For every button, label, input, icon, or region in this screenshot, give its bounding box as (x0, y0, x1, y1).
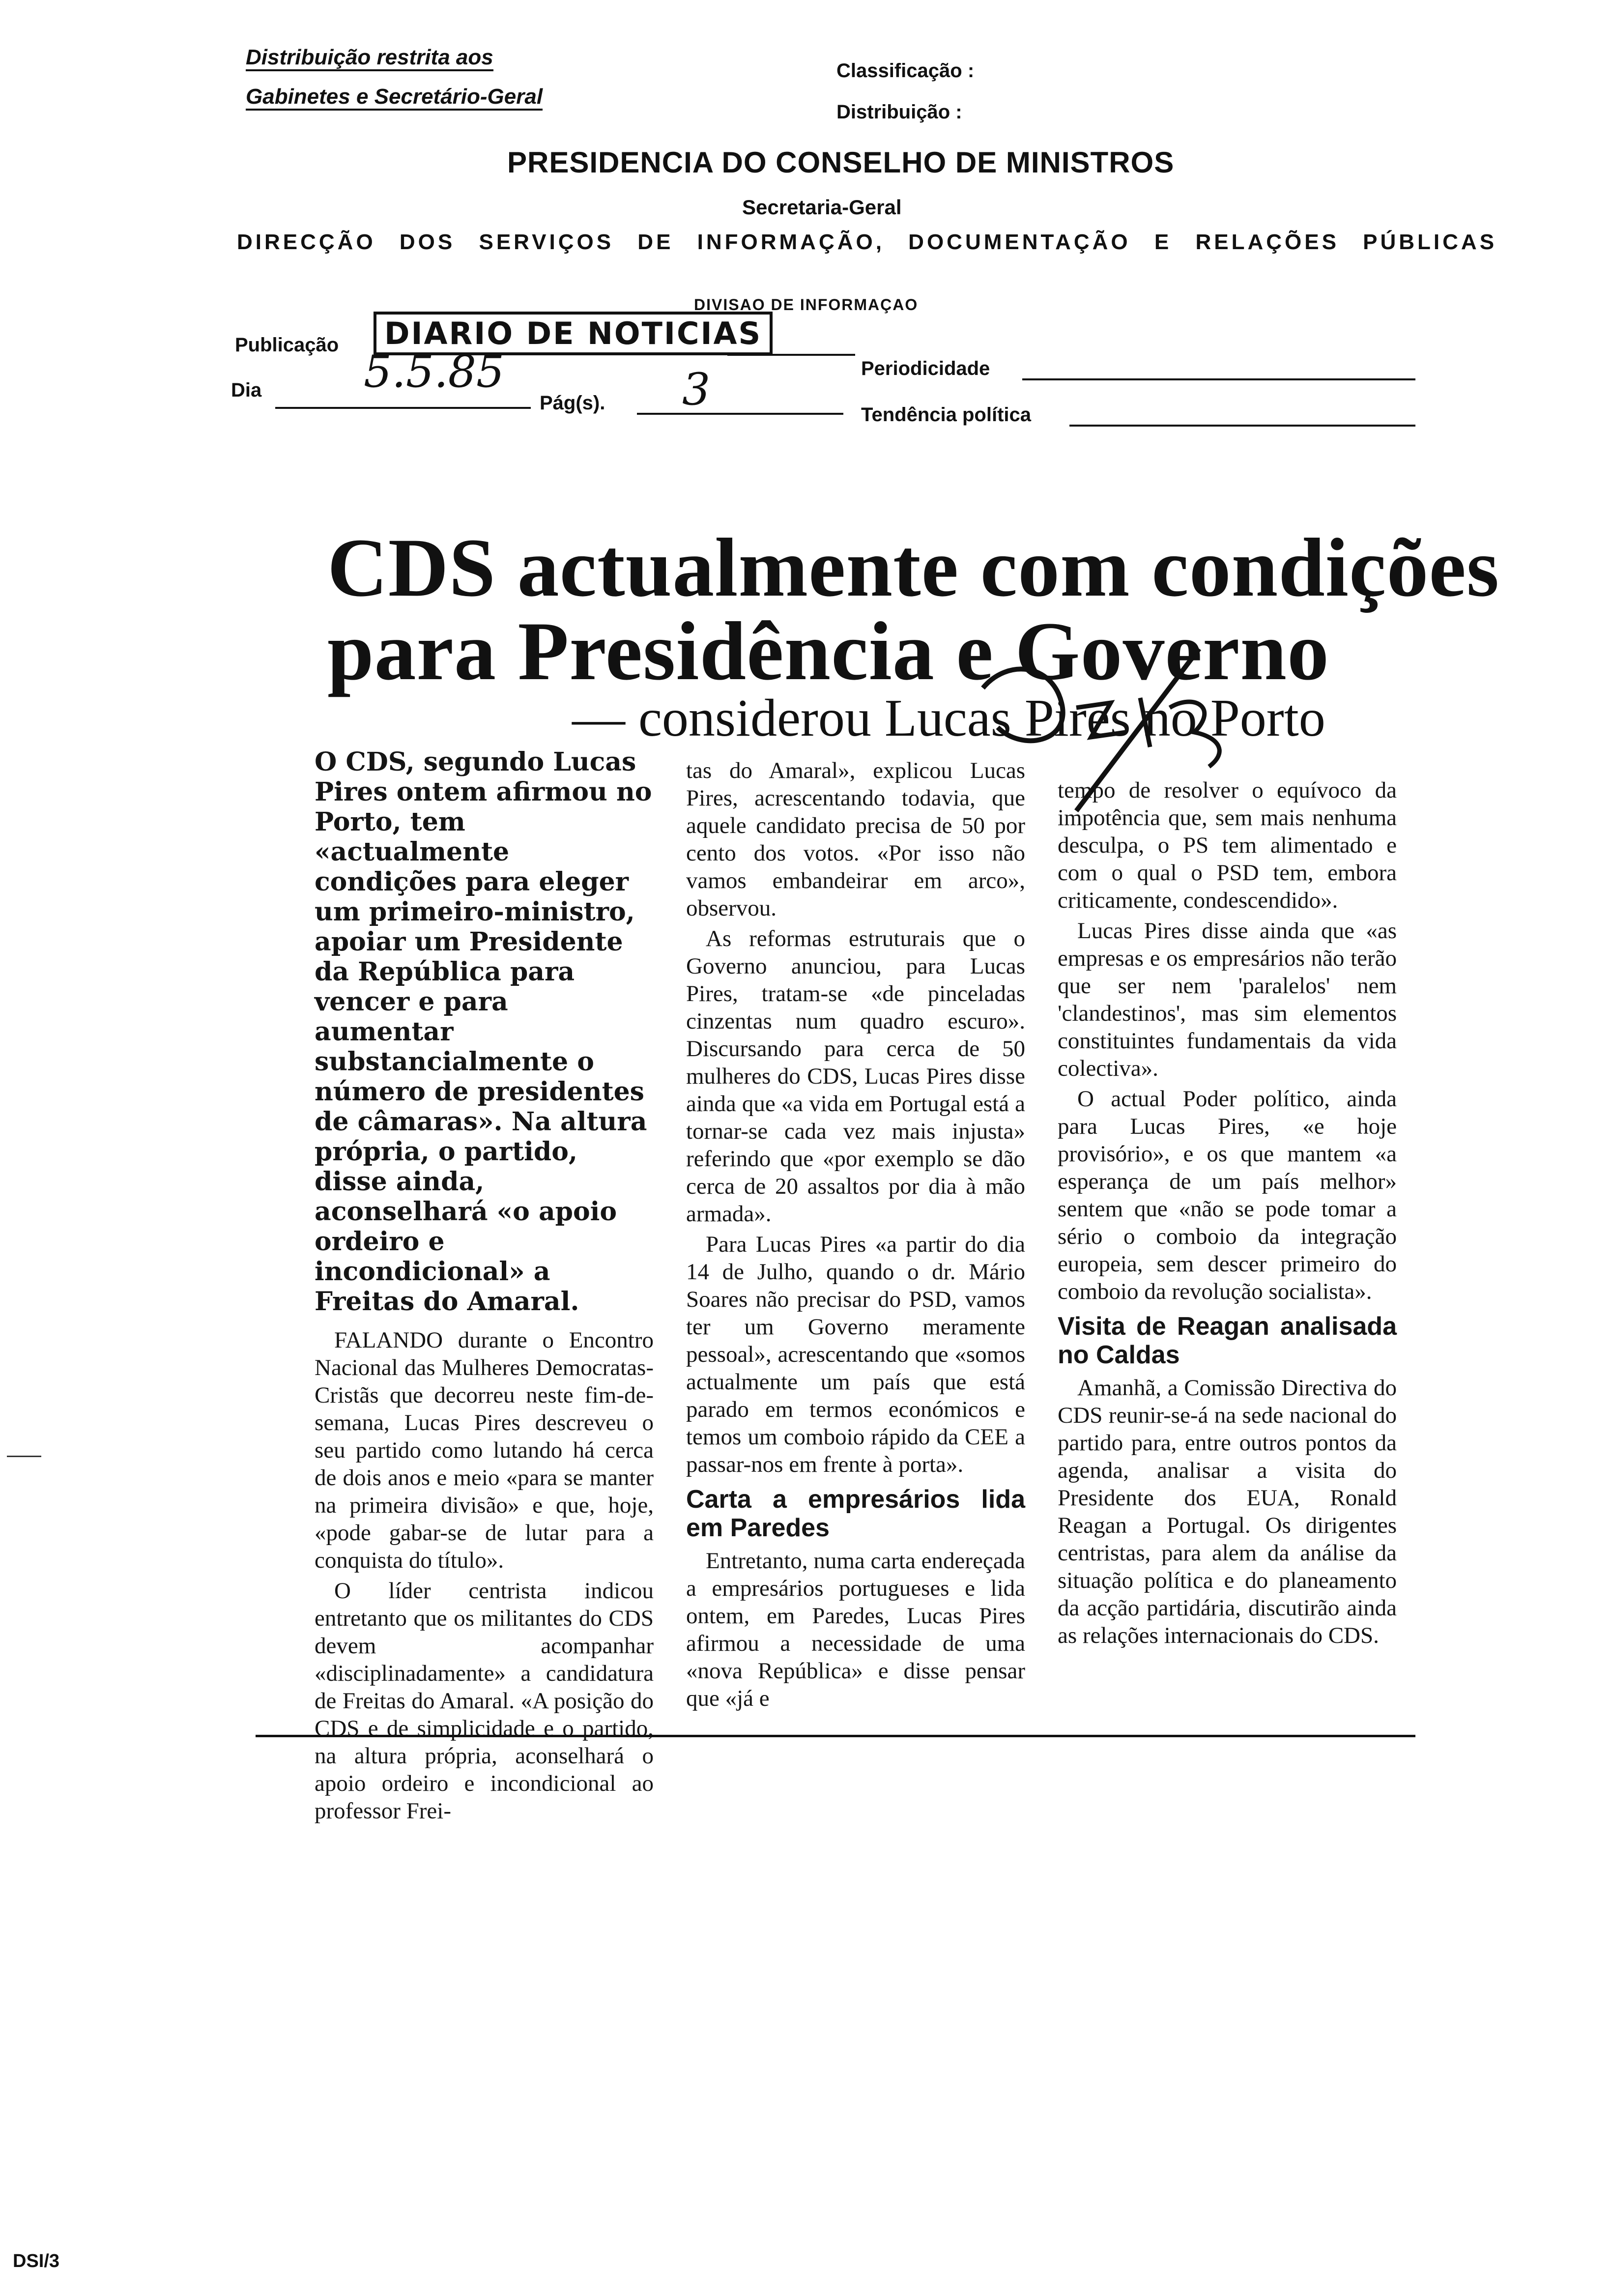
col3-paragraph-3: O actual Poder político, ainda para Lucas Pires, «e hoje provisório», e os que mantem «a esperança de um país melhor» sentem que «não se pode tomar a sério o comboio da integração europeia, sem descer primeiro do comboio da revolução socialista». (1058, 1086, 1397, 1304)
publicacao-line (727, 354, 855, 356)
clipping-bottom-rule (256, 1735, 1415, 1737)
distribuicao-label: Distribuição : (836, 101, 962, 123)
restricted-distribution-line1: Distribuição restrita aos (246, 45, 493, 70)
col1-paragraph-2: O líder centrista indicou entretanto que os militantes do CDS devem acompanhar «disciplinadamente» a candidatura de Freitas do Amaral. «A posição do CDS e de simplicidade e o partido, na altura própria, aconselhará o apoio ordeiro e incondicional ao professor Frei- (315, 1578, 654, 1824)
col2-paragraph-2: As reformas estruturais que o Governo anunciou, para Lucas Pires, tratam-se «de pinceladas cinzentas num quadro escuro». Discursando para cerca de 50 mulheres do CDS, Lucas Pires disse ainda que «a vida em Portugal está a tornar-se cada vez mais injusta» referindo que «por exemplo se dão cerca de 20 assaltos por dia à mão armada». (686, 926, 1025, 1227)
division-title: DIVISAO DE INFORMAÇAO (694, 296, 919, 314)
headline-line1: CDS actualmente com condições (327, 521, 1500, 614)
headline-line2: para Presidência e Governo (327, 605, 1329, 697)
tendencia-line (1069, 425, 1415, 427)
subheadline: — considerou Lucas Pires no Porto (572, 689, 1325, 747)
classificacao-label: Classificação : (836, 60, 975, 82)
periodicidade-line (1022, 378, 1415, 380)
pags-value-handwritten: 3 (682, 364, 711, 415)
col3-paragraph-2: Lucas Pires disse ainda que «as empresas e os empresários não terão que ser nem 'paralelos' nem 'clandestinos', mas sim elementos constituintes fundamentais da vida colectiva». (1058, 918, 1397, 1081)
directorate-title: DIRECÇÃO DOS SERVIÇOS DE INFORMAÇÃO, DOCUMENTAÇÃO E RELAÇÕES PÚBLICAS (237, 230, 1497, 254)
crosshead-carta: Carta a empresários lida em Paredes (686, 1485, 1025, 1542)
dia-value-handwritten: 5.5.85 (364, 346, 505, 398)
article-column-1 (315, 747, 654, 1828)
restricted-distribution-line2: Gabinetes e Secretário-Geral (246, 85, 543, 109)
col2-paragraph-1: tas do Amaral», explicou Lucas Pires, acrescentando todavia, que aquele candidato precisa de 50 por cento dos votos. «Por isso não vamos embandeirar em arco», observou. (686, 758, 1025, 921)
pags-label: Pág(s). (540, 392, 605, 414)
footer-code: DSI/3 (13, 2251, 60, 2271)
crosshead-reagan: Visita de Reagan analisada no Caldas (1058, 1312, 1397, 1369)
pags-line (637, 413, 843, 415)
publication-stamp: DIARIO DE NOTICIAS (374, 312, 773, 355)
col3-paragraph-4: Amanhã, a Comissão Directiva do CDS reunir-se-á na sede nacional do partido para, entre outros pontos da agenda, analisar a visita do Presidente dos EUA, Ronald Reagan a Portugal. Os dirigentes centristas, para alem da análise da situação política e do planeamento da acção partidária, discutirão ainda as relações internacionais do CDS. (1058, 1375, 1397, 1648)
page-title: PRESIDENCIA DO CONSELHO DE MINISTROS (507, 146, 1175, 179)
publicacao-label: Publicação (235, 334, 339, 356)
dia-label: Dia (231, 379, 262, 401)
article-column-2 (686, 757, 1025, 1715)
margin-mark (7, 1456, 41, 1457)
col2-paragraph-3: Para Lucas Pires «a partir do dia 14 de Julho, quando o dr. Mário Soares não precisar do PSD, vamos ter um Governo meramente pessoal», acrescentando que «somos actualmente um país que está parado em termos económicos e temos um comboio rápido da CEE a passar-nos em frente à porta». (686, 1232, 1025, 1477)
col2-paragraph-4: Entretanto, numa carta endereçada a empresários portugueses e lida ontem, em Paredes, Lucas Pires afirmou a necessidade de uma «nova República» e disse pensar que «já e (686, 1548, 1025, 1711)
tendencia-label: Tendência política (861, 404, 1031, 426)
col1-paragraph-1: FALANDO durante o Encontro Nacional das Mulheres Democratas-Cristãs que decorreu neste fim-de-semana, Lucas Pires descreveu o seu partido como lutando há cerca de dois anos e meio «para se manter na primeira divisão» e que, hoje, «pode gabar-se de lutar para a conquista do título». (315, 1327, 654, 1573)
article-column-3 (1058, 776, 1397, 1652)
article-lead: O CDS, segundo Lucas Pires ontem afirmou no Porto, tem «actualmente condições para eleger um primeiro-ministro, apoiar um Presidente da República para vencer e para aumentar substancialmente o número de presidentes de câmaras». Na altura própria, o partido, disse ainda, aconselhará «o apoio ordeiro e incondicional» a Freitas do Amaral. (315, 747, 652, 1317)
page-subtitle: Secretaria-Geral (742, 196, 902, 219)
periodicidade-label: Periodicidade (861, 358, 990, 379)
dia-line (275, 407, 531, 409)
col3-paragraph-1: tempo de resolver o equívoco da impotência que, sem mais nenhuma desculpa, o PS tem alimentado e com o qual o PSD tem, embora criticamente, condescendido». (1058, 777, 1397, 913)
